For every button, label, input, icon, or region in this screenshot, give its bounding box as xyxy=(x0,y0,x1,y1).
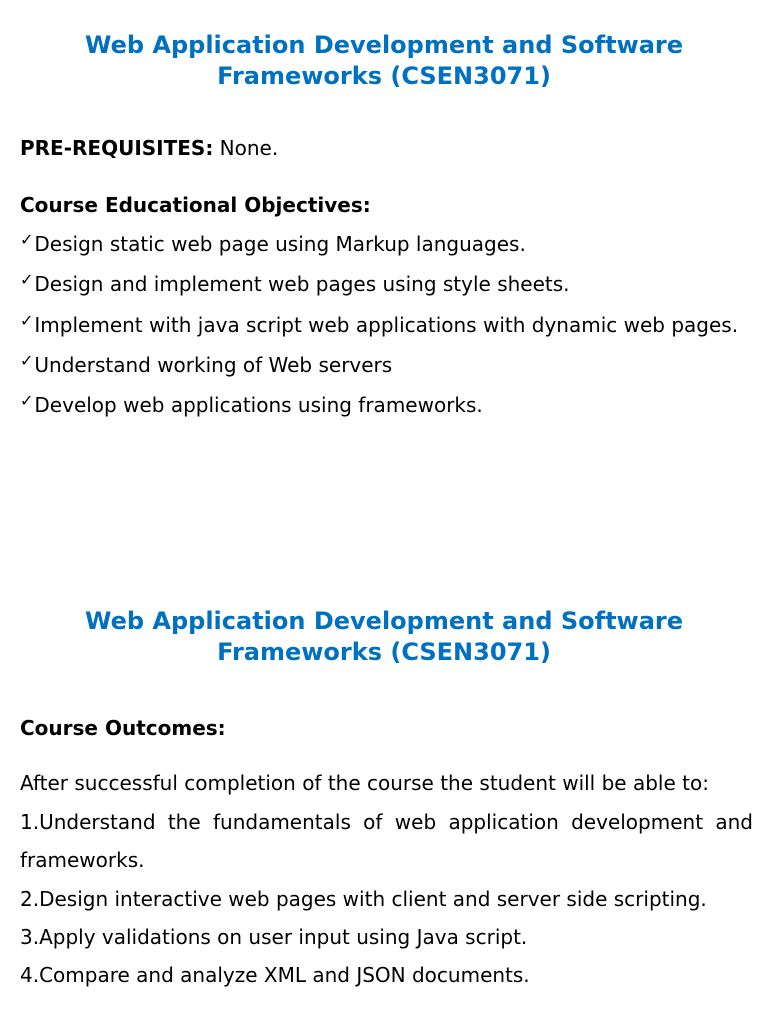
checkmark-icon: ✓ xyxy=(20,391,34,411)
objective-text: Implement with java script web applications with dynamic web pages. xyxy=(34,312,739,337)
checkmark-icon: ✓ xyxy=(20,351,34,371)
outcomes-intro: After successful completion of the course the student will be able to: xyxy=(20,771,709,796)
outcome-item: 4.Compare and analyze XML and JSON documents. xyxy=(20,963,530,988)
objective-item xyxy=(20,225,753,265)
slide-2-title-line-2: Frameworks (CSEN3071) xyxy=(217,638,551,666)
checkmark-icon: ✓ xyxy=(20,229,34,249)
outcomes-heading: Course Outcomes: xyxy=(20,716,226,740)
objective-item xyxy=(20,306,753,346)
objective-item xyxy=(20,386,753,426)
outcome-item: 3.Apply validations on user input using Java script. xyxy=(20,925,528,950)
objectives-heading: Course Educational Objectives: xyxy=(20,193,371,218)
objective-text: Design static web page using Markup languages. xyxy=(34,231,526,256)
slide-1-body xyxy=(20,129,753,427)
prerequisites-label: PRE-REQUISITES: xyxy=(20,136,214,160)
prerequisites-value: None. xyxy=(213,136,279,160)
outcome-item: 2.Design interactive web pages with client and server side scripting. xyxy=(20,886,707,911)
objective-text: Develop web applications using frameworks. xyxy=(34,393,483,418)
prerequisites xyxy=(20,129,753,167)
objective-text: Design and implement web pages using style sheets. xyxy=(34,272,570,297)
objective-item xyxy=(20,346,753,386)
checkmark-icon: ✓ xyxy=(20,310,34,330)
slide-1-title xyxy=(20,30,748,92)
slide-2-title xyxy=(20,606,748,668)
slide-2-title-line-1: Web Application Development and Software xyxy=(84,607,684,635)
objective-item xyxy=(20,265,753,305)
outcome-item: 1.Understand the fundamentals of web application development and frameworks. xyxy=(20,809,753,873)
slide-1-title-line-2: Frameworks (CSEN3071) xyxy=(217,62,551,90)
checkmark-icon: ✓ xyxy=(20,270,34,290)
objective-text: Understand working of Web servers xyxy=(34,353,393,378)
slide-1-title-line-1: Web Application Development and Software xyxy=(84,31,684,59)
slide-2-body xyxy=(20,709,753,995)
